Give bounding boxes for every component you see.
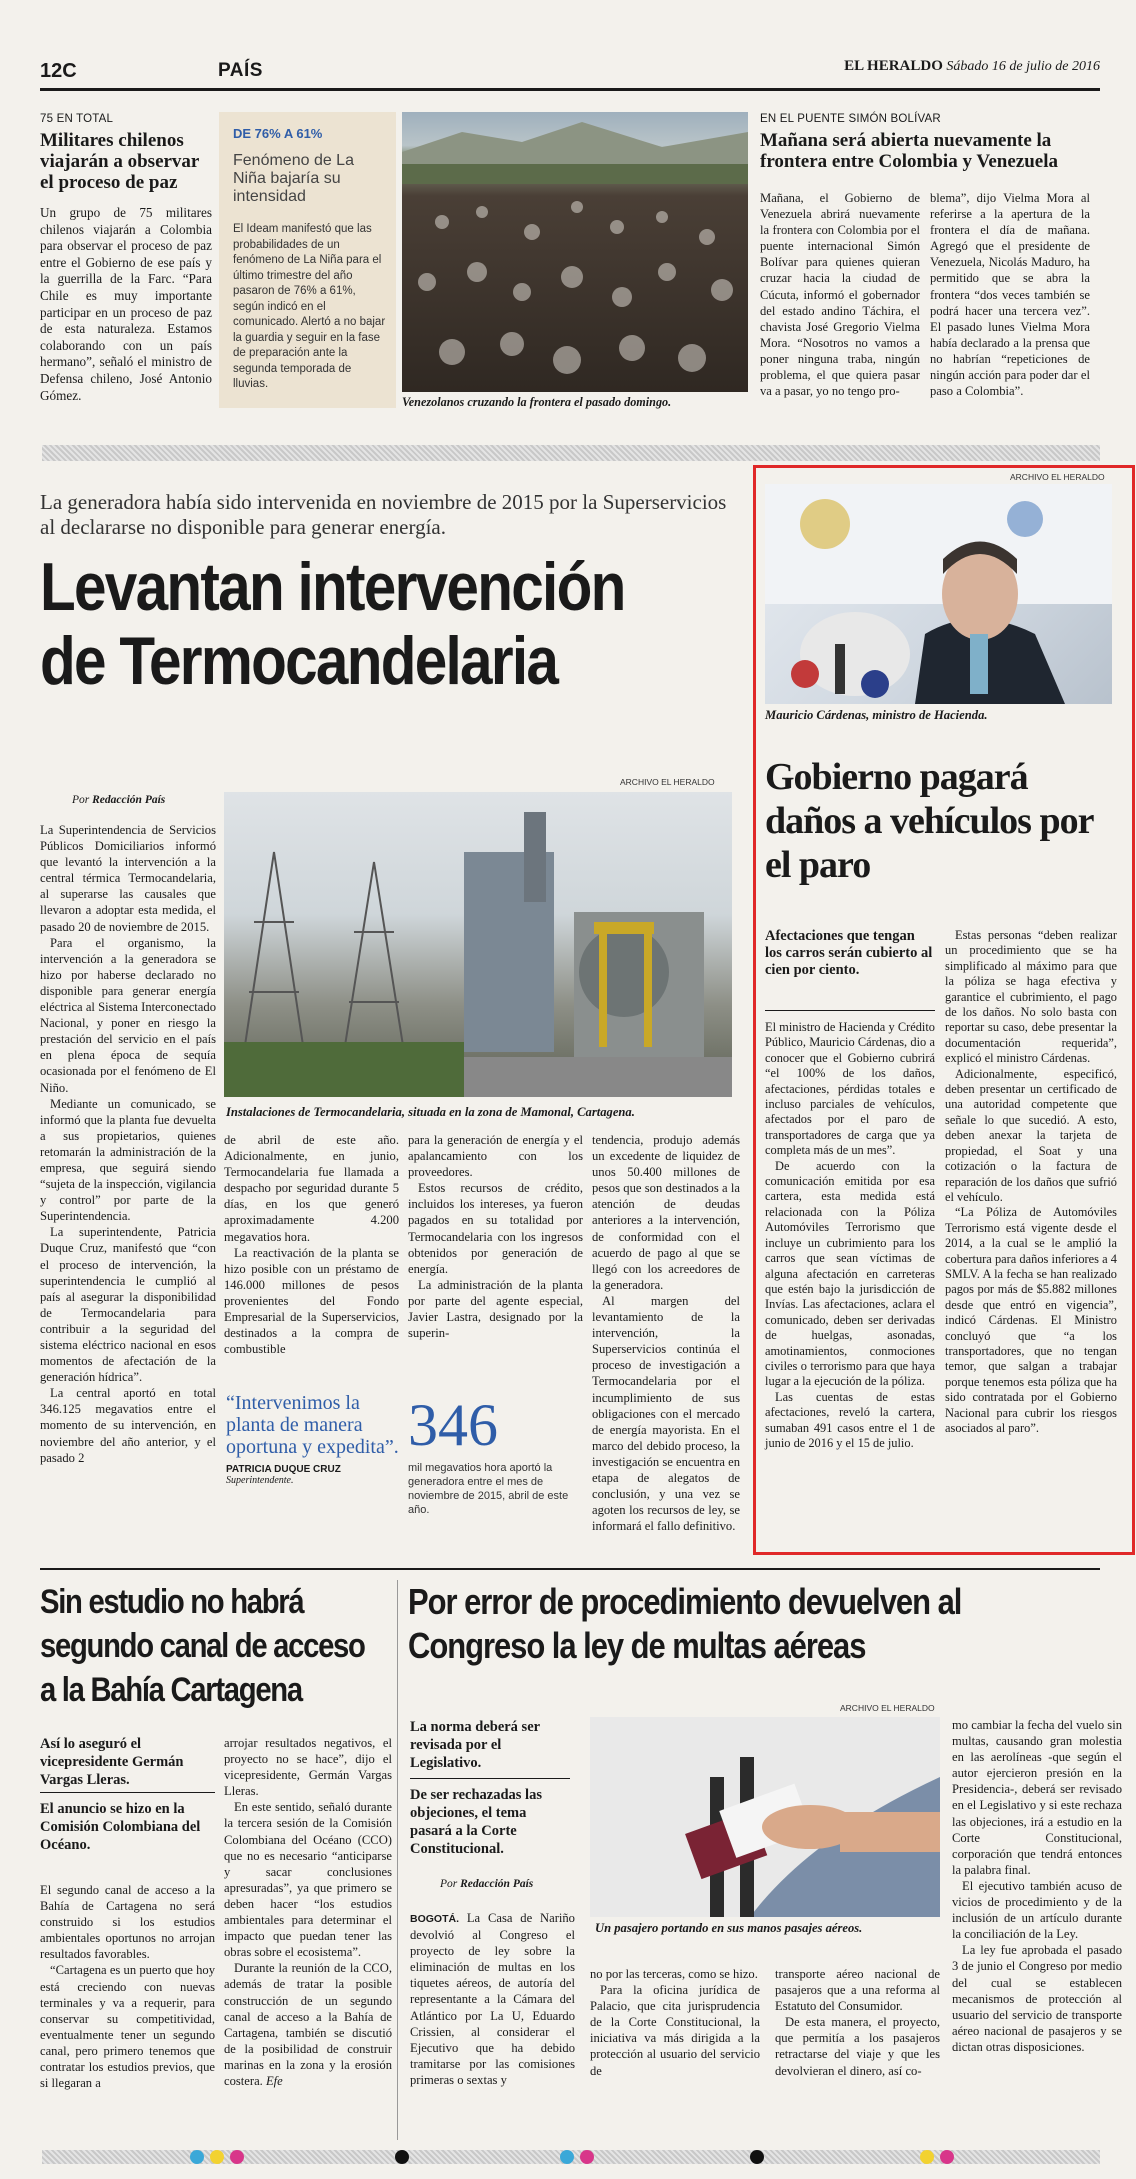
reg-mark-black: [395, 2150, 409, 2164]
multas-col4-p1: mo cambiar la fecha del vuelo sin multas, causando gran molestia en las aerolíneas -que según el autor ejercieron presión en la Presidencia-, deberá ser revisado en el Legislativo y si este rechaza las objeciones, irá a estudio en la Corte Constitucional, corporación que tendrá entonces la palabra final.: [952, 1718, 1122, 1877]
gob-headline: Gobierno pagará daños a vehículos por el paro: [765, 756, 1093, 886]
bahia-col1-p1: El segundo canal de acceso a la Bahía de Cartagena no será construido si los estudios ambientales oportunos no arrojan resultados favorables.: [40, 1883, 215, 1962]
paper-name: EL HERALDO: [844, 58, 943, 74]
multas-col3-p2: De esta manera, el proyecto, que permitía a los pasajeros retractarse del viaje y que les devolvieran el dinero, así co-: [775, 2015, 940, 2078]
multas-byline-prefix: Por: [440, 1878, 458, 1890]
header-rule: [40, 88, 1100, 91]
reg-mark-black-2: [750, 2150, 764, 2164]
border-crowd-photo: [402, 112, 748, 392]
bahia-sub1: Así lo aseguró el vicepresidente Germán Vargas Lleras.: [40, 1736, 184, 1788]
minister-photo: [765, 484, 1112, 704]
multas-sub1: La norma deberá ser revisada por el Legislativo.: [410, 1719, 540, 1771]
bahia-headline: Sin estudio no habrá segundo canal de acceso a la Bahía Cartagena: [40, 1583, 365, 1709]
nina-sidebar: [219, 112, 396, 408]
gob-col2-p1: Estas personas “deben realizar un procedimiento que se ha simplificado al máximo para que la póliza se haga efectiva y garantice el cubrimiento, el pago de los daños. No solo basta con reportar su caso, debe presentar la documentación requerida”, explicó el ministro Cárdenas.: [945, 928, 1117, 1066]
termo-deck: La generadora había sido intervenida en noviembre de 2015 por la Superservicios al declararse no disponible para generar energía.: [40, 490, 727, 539]
termo-col2: [224, 1132, 399, 1357]
reg-mark-magenta-2: [580, 2150, 594, 2164]
termo-col2-p1: de abril de este año. Adicionalmente, en junio, Termocandelaria fue llamada a despacho por seguridad durante 5 días, en los que generó aproximadamente 4.200 megavatios hora.: [224, 1133, 399, 1244]
registration-marks: [40, 2150, 1100, 2164]
quote-name: PATRICIA DUQUE CRUZ: [226, 1464, 341, 1475]
bahia-col1-p2: “Cartagena es un puerto que hoy está creciendo con nuevas terminales y va a requerir, para conservar su competitividad, eventualmente tener un segundo canal, pero primero tenemos que contratar los estudios previos, que si llegaran a: [40, 1963, 215, 2091]
simon-headline: Mañana será abierta nuevamente la frontera entre Colombia y Venezuela: [760, 130, 1058, 172]
section-label: PAÍS: [218, 60, 263, 81]
gob-col2-p3: “La Póliza de Automóviles Terrorismo está vigente desde el 2014, a la cual se le amplió la cobertura para daños inferiores a 4 SMLV. A la fecha se han realizado pagos por más de $5.882 millones desde que entró en vigencia”, indicó Cárdenas. El Ministro concluyó que “a los transportadores, que no tengan temor, que salgan a trabajar porque tenemos esta póliza que ha sido contratada por el Gobierno Nacional para cubrir los riesgos asociados al paro”.: [945, 1205, 1117, 1435]
termo-byline-name: Redacción País: [92, 794, 166, 806]
termo-col1-p2: Para el organismo, la intervención a la generadora se hizo por haberse declarado no disponible para generar energía eléctrica al Sistema Interconectado Nacional, y poner en riesgo la prestación del servicio en el país en plena época de sequía ocasionada por el fenómeno de El Niño.: [40, 935, 216, 1095]
termo-col1-p3: Mediante un comunicado, se informó que la planta fue devuelta a sus propietarios, quienes retomarán la administración de la empresa, que seguirá siendo “sujeta de la inspección, vigilancia y control” por parte de la Superintendencia.: [40, 1096, 216, 1224]
quote-role: Superintendente.: [226, 1475, 294, 1486]
reg-mark-magenta-3: [940, 2150, 954, 2164]
multas-col2: [590, 1966, 760, 2079]
border-photo-caption: Venezolanos cruzando la frontera el pasado domingo.: [402, 395, 672, 409]
chile-kicker: 75 EN TOTAL: [40, 113, 114, 125]
reg-mark-magenta: [230, 2150, 244, 2164]
termo-headline-line2: de Termocandelaria: [40, 623, 558, 699]
termo-col2-p2: La reactivación de la planta se hizo posible con un préstamo de 146.000 millones de pesos provenientes del Fondo Empresarial de la Superservicios, destinados a la compra de combustible: [224, 1245, 399, 1357]
bahia-sub-rule: [40, 1792, 215, 1793]
multas-photo-credit: ARCHIVO EL HERALDO: [840, 1703, 935, 1713]
gob-col1: [765, 1020, 935, 1451]
chile-headline: Militares chilenos viajarán a observar el proceso de paz: [40, 130, 200, 193]
multas-sub-rule: [410, 1778, 570, 1779]
termo-col4-p1: tendencia, produjo además un excedente de liquidez de unos 50.400 millones de pesos que son destinados a la atención de deudas anteriores a la intervención, de conformidad con el acuerdo de pago al que se llegó con los acreedores de la generadora.: [592, 1133, 740, 1292]
termo-photo-caption: Instalaciones de Termocandelaria, situada en la zona de Mamonal, Cartagena.: [226, 1105, 635, 1119]
stat-text: mil megavatios hora aportó la generadora entre el mes de noviembre de 2015, abril de este año.: [408, 1462, 569, 1516]
termo-col3-p3: La administración de la planta por parte del agente especial, Javier Lastra, designado por la superin-: [408, 1277, 583, 1341]
bahia-source: Efe: [265, 2073, 283, 2088]
multas-byline: [440, 1878, 533, 1890]
bottom-divider: [40, 1568, 1100, 1570]
gob-subhead-rule: [765, 1010, 935, 1011]
termo-photo-credit: ARCHIVO EL HERALDO: [620, 777, 715, 787]
multas-col1-text: La Casa de Nariño devolvió al Congreso el proyecto de ley sobre la eliminación de multas en los tiquetes aéreos, de autoría del representante a la Cámara del Atlántico por La U, Eduardo Crissien, al considerar el Ejecutivo que ha debido tramitarse por las comisiones primeras o sextas y: [410, 1911, 575, 2087]
chile-body: Un grupo de 75 militares chilenos viajarán a Colombia para observar el proceso de paz entre el Gobierno de ese país y la guerrilla de la Farc. “Para Chile es muy importante participar en un proceso de paz de esta naturaleza. Estamos colaborando con un país hermano”, señaló el ministro de Defensa chileno, José Antonio Gómez.: [40, 205, 212, 403]
bottom-vertical-divider: [397, 1580, 398, 2140]
termo-col3: [408, 1132, 583, 1341]
bahia-col1: [40, 1882, 215, 2091]
termo-byline-prefix: Por: [72, 794, 90, 806]
multas-headline: Por error de procedimiento devuelven al Congreso la ley de multas aéreas: [408, 1581, 962, 1666]
stat-number: 346: [408, 1392, 498, 1458]
masthead-date: [844, 58, 1100, 75]
multas-col2-p1: no por las terceras, como se hizo.: [590, 1967, 758, 1981]
divider-band-top: [42, 445, 1100, 461]
plant-illustration: [224, 792, 732, 1097]
multas-col1-p1: [410, 1910, 575, 2088]
date-text: Sábado 16 de julio de 2016: [946, 59, 1100, 74]
termo-col3-p2: Estos recursos de crédito, incluidos los intereses, ya fueron pagados en su totalidad por Termocandelaria con los ingresos obtenidos por generación de energía.: [408, 1181, 583, 1276]
termo-col4: [592, 1132, 740, 1534]
bahia-col2-p3-text: Durante la reunión de la CCO, además de tratar la posible construcción de un segundo canal de acceso a la Bahía de Cartagena, también se discutió de la posibilidad de construir marinas en la zona y la erosión costera.: [224, 1961, 392, 2088]
termo-headline-line1: Levantan intervención: [40, 549, 625, 625]
termo-col4-p2: Al margen del levantamiento de la intervención, la Superservicios continúa el proceso de investigación a Termocandelaria por el incumplimiento de sus obligaciones con el mercado de energía mayorista. En el marco del debido proceso, la investigación se encuentra en etapa de alegatos de conclusión, y una vez se agoten los recursos de ley, se informará el fallo definitivo.: [592, 1293, 740, 1534]
page-number: 12C: [40, 60, 77, 82]
quote-text: “Intervenimos la planta de manera oportuna y expedita”.: [226, 1392, 399, 1458]
gob-col1-p3: Las cuentas de estas afectaciones, reveló la cartera, sumaban 491 casos entre el 1 de junio de 2016 y el 15 de julio.: [765, 1389, 935, 1450]
reg-mark-cyan-2: [560, 2150, 574, 2164]
multas-col3-p1: transporte aéreo nacional de pasajeros que a una reforma al Estatuto del Consumidor.: [775, 1967, 940, 2014]
multas-col1: [410, 1910, 575, 2088]
nina-headline: Fenómeno de La Niña bajaría su intensidad: [233, 152, 354, 205]
termo-pull-quote: [226, 1392, 406, 1486]
multas-col4-p3: La ley fue aprobada el pasado 3 de junio el Congreso por medio del cual se establecen mecanismos de protección al usuario del servicio de transporte aéreo nacional de pasajeros y se dictan otras disposiciones.: [952, 1943, 1122, 2054]
multas-photo-caption: Un pasajero portando en sus manos pasajes aéreos.: [595, 1921, 863, 1935]
bahia-col2-p3: [224, 1960, 392, 2089]
bahia-col2-p2: En este sentido, señaló durante la tercera sesión de la Comisión Colombiana del Océano (CCO) que no es necesario “anticiparse y sacar conclusiones apresuradas”, ya que primero se deben hacer “los estudios ambientales para determinar el impacto que puedan tener las obras sobre el ecosistema”.: [224, 1800, 392, 1960]
termo-byline: [72, 794, 165, 806]
multas-dateline: BOGOTÁ.: [410, 1913, 459, 1925]
crowd-illustration: [402, 112, 748, 392]
tickets-illustration: [590, 1717, 940, 1917]
multas-col3: [775, 1966, 940, 2079]
reg-mark-yellow: [210, 2150, 224, 2164]
multas-byline-name: Redacción País: [460, 1878, 534, 1890]
termo-col1: [40, 822, 216, 1466]
multas-col4-p2: El ejecutivo también acuso de vicios de procedimiento y de la inclusión de un artículo durante la conciliación de la Ley.: [952, 1878, 1122, 1942]
minister-illustration: [765, 484, 1112, 704]
gob-photo-credit: ARCHIVO EL HERALDO: [1010, 472, 1105, 482]
reg-mark-yellow-2: [920, 2150, 934, 2164]
termo-col3-p1: para la generación de energía y el apalancamiento con los proveedores.: [408, 1133, 583, 1180]
gob-col2: [945, 928, 1117, 1436]
termo-stat: [408, 1392, 588, 1517]
multas-col2-p2: Para la oficina jurídica de Palacio, que cita jurisprudencia de la Corte Constitucional, la iniciativa va más dirigida a la protección al usuario del servicio de: [590, 1983, 760, 2078]
minister-photo-caption: Mauricio Cárdenas, ministro de Hacienda.: [765, 708, 988, 722]
simon-kicker: EN EL PUENTE SIMÓN BOLÍVAR: [760, 113, 941, 125]
multas-sub2: De ser rechazadas las objeciones, el tema pasará a la Corte Constitucional.: [410, 1787, 542, 1857]
gob-subhead: Afectaciones que tengan los carros serán cubierto al cien por ciento.: [765, 928, 933, 978]
reg-mark-cyan: [190, 2150, 204, 2164]
termo-col1-p1: La Superintendencia de Servicios Públicos Domiciliarios informó que levantó la intervención a la central térmica Termocandelaria, al superarse las causales que llevaron a adoptar esta medida, el pasado 20 de noviembre de 2015.: [40, 823, 216, 934]
simon-col2: blema”, dijo Vielma Mora al referirse a la apertura de la frontera el día de mañana. Agregó que el presidente de Venezuela, Nicolás Maduro, ha permitido que se abra la frontera “dos veces también se podrá hacer una tercera vez”. El pasado lunes Vielma Mora había declarado a la prensa que no habrían “repeticiones de ningún acción para poder dar el paso a Colombia”.: [930, 191, 1090, 399]
multas-col4: [952, 1717, 1122, 2055]
termo-col1-p4: La superintendente, Patricia Duque Cruz, manifestó que “con el proceso de intervención, la superintendencia le cumplió al país al asegurar la disponibilidad de Termocandelaria para contribuir a la seguridad del sistema eléctrico nacional en esos momentos de afectación de la generación hídrica”.: [40, 1225, 216, 1385]
bahia-sub2: El anuncio se hizo en la Comisión Colombiana del Océano.: [40, 1801, 201, 1853]
passenger-tickets-photo: [590, 1717, 940, 1917]
simon-col1: Mañana, el Gobierno de Venezuela abrirá nuevamente la frontera con Colombia por el puente internacional Simón Bolívar para quienes quieran cruzar hacia la ciudad de Cúcuta, informó el gobernador del estado andino Táchira, el chavista José Gregorio Vielma Mora. “Nosotros no vamos a poner ninguna traba, ningún problema, el que quiera pasar va a pasar, yo no tengo pro-: [760, 191, 920, 399]
nina-body: El Ideam manifestó que las probabilidades de un fenómeno de La Niña para el último trimestre del año pasaron de 76% a 61%, según indicó en el comunicado. Alertó a no bajar la guardia y seguir en la fase de preparación ante la segunda temporada de lluvias.: [233, 223, 386, 390]
nina-badge: DE 76% A 61%: [233, 126, 323, 141]
termocandelaria-plant-photo: [224, 792, 732, 1097]
termo-col1-p5: La central aportó en total 346.125 megavatios entre el momento de su intervención, en noviembre del año anterior, y el pasado 2: [40, 1386, 216, 1465]
gob-col1-p1: El ministro de Hacienda y Crédito Público, Mauricio Cárdenas, dio a conocer que el Gobierno cubrirá “el 100% de los daños, afectaciones, pérdidas totales e incluso parciales de vehículos, afectados por el paro de transportadores de carga que ya completa más de un mes”.: [765, 1020, 935, 1158]
bahia-col2-p1: arrojar resultados negativos, el proyecto no se hace”, dijo el vicepresidente, Germán Vargas Lleras.: [224, 1736, 392, 1799]
gob-col1-p2: De acuerdo con la comunicación emitida por esa cartera, esta medida está relacionada con la Póliza Automóviles Terrorismo que incluye un cubrimiento para los carros que sean víctimas de alguna afectación en carreteras que estén bajo la jurisdicción de Invías. Las afectaciones, aclara el comunicado, deben ser derivadas de huelgas, asonadas, amotinamientos, conmociones civiles o terrorismo para que haya lugar a la ejecución de la póliza.: [765, 1158, 935, 1389]
gob-col2-p2: Adicionalmente, especificó, deben presentar un certificado de una autoridad competente que señale lo que sucedió. A esto, deben anexar la tarjeta de propiedad, el Soat y una cotización o la factura de reparación de los daños que sufrió el vehículo.: [945, 1066, 1117, 1204]
bahia-col2: [224, 1735, 392, 2089]
